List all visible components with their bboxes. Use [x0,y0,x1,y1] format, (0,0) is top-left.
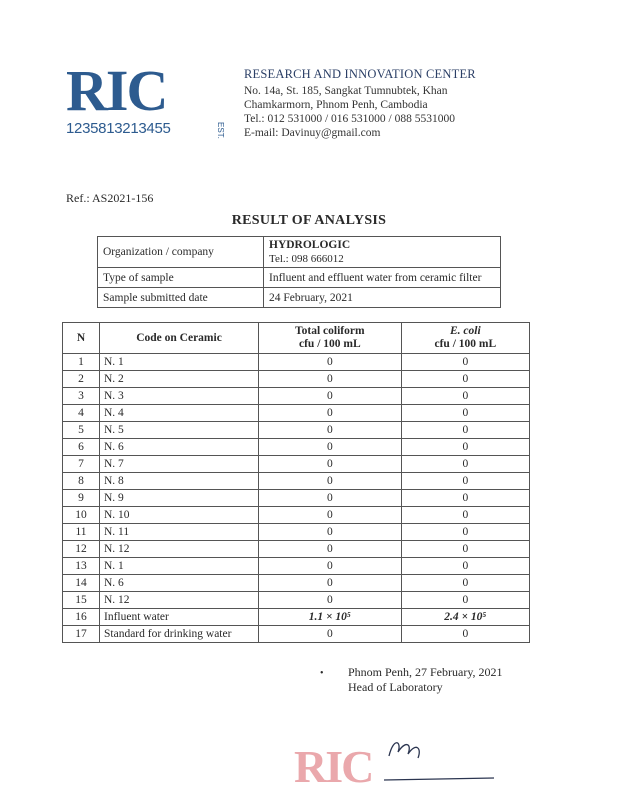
row-number: 4 [63,405,100,422]
org-block [244,67,564,140]
row-ecoli: 0 [401,422,529,439]
table-row [63,354,530,371]
table-row [63,388,530,405]
table-row [63,439,530,456]
stamp-mark: RIC [294,741,373,792]
table-row [63,609,530,626]
info-value: Influent and effluent water from ceramic filter [264,268,501,288]
row-ecoli: 0 [401,524,529,541]
info-table [97,236,501,308]
header-code: Code on Ceramic [100,323,259,354]
row-code: N. 3 [100,388,259,405]
row-total-coliform: 0 [259,405,402,422]
row-ecoli: 0 [401,575,529,592]
org-email: E-mail: Davinuy@gmail.com [244,127,381,139]
row-ecoli: 0 [401,490,529,507]
row-number: 6 [63,439,100,456]
row-total-coliform: 0 [259,456,402,473]
ric-logo [66,58,246,142]
logo-mark: RIC [66,58,167,123]
table-row [63,507,530,524]
row-code: N. 9 [100,490,259,507]
row-total-coliform: 0 [259,422,402,439]
table-row [63,422,530,439]
table-row [63,490,530,507]
row-ecoli: 0 [401,405,529,422]
header-n: N [63,323,100,354]
table-row [63,473,530,490]
table-row [63,626,530,643]
info-key: Organization / company [98,237,264,268]
row-ecoli: 0 [401,439,529,456]
row-code: N. 7 [100,456,259,473]
row-code: N. 4 [100,405,259,422]
table-row [63,405,530,422]
row-number: 15 [63,592,100,609]
row-ecoli: 0 [401,371,529,388]
row-total-coliform: 0 [259,354,402,371]
info-value [264,237,501,268]
row-code: N. 2 [100,371,259,388]
place-date: Phnom Penh, 27 February, 2021 [348,665,503,679]
row-ecoli: 0 [401,592,529,609]
results-table [62,322,530,643]
lab-stamp [294,728,504,798]
row-total-coliform: 0 [259,388,402,405]
row-total-coliform: 0 [259,626,402,643]
row-ecoli: 0 [401,541,529,558]
client-tel: Tel.: 098 666012 [269,253,344,265]
row-ecoli: 2.4 × 10⁵ [401,609,529,626]
table-row [63,592,530,609]
row-code: N. 1 [100,354,259,371]
row-ecoli: 0 [401,354,529,371]
row-number: 13 [63,558,100,575]
row-number: 7 [63,456,100,473]
row-total-coliform: 0 [259,371,402,388]
org-address-1: No. 14a, St. 185, Sangkat Tumnubtek, Khan [244,85,448,97]
table-row [63,456,530,473]
row-number: 14 [63,575,100,592]
signature-block [348,665,503,695]
row-ecoli: 0 [401,388,529,405]
reference-number: Ref.: AS2021-156 [66,191,154,205]
org-address-2: Chamkarmorn, Phnom Penh, Cambodia [244,99,428,111]
row-total-coliform: 0 [259,592,402,609]
signature-icon [294,728,504,798]
row-ecoli: 0 [401,507,529,524]
header-ecoli [401,323,529,354]
row-number: 9 [63,490,100,507]
row-total-coliform: 0 [259,524,402,541]
row-code: Influent water [100,609,259,626]
row-total-coliform: 0 [259,575,402,592]
header-total-coliform [259,323,402,354]
row-number: 8 [63,473,100,490]
info-row-date [98,288,501,308]
row-total-coliform: 0 [259,473,402,490]
info-value: 24 February, 2021 [264,288,501,308]
row-code: N. 6 [100,575,259,592]
org-name: RESEARCH AND INNOVATION CENTER [244,67,476,81]
header-tc-line2: cfu / 100 mL [298,338,361,350]
row-total-coliform: 1.1 × 10⁵ [259,609,402,626]
row-number: 1 [63,354,100,371]
row-total-coliform: 0 [259,541,402,558]
header-ec-line1: E. coli [449,325,481,337]
row-total-coliform: 0 [259,439,402,456]
table-row [63,575,530,592]
row-number: 12 [63,541,100,558]
row-total-coliform: 0 [259,490,402,507]
bullet-mark: • [320,668,324,679]
header-tc-line1: Total coliform [295,325,365,337]
results-header-row [63,323,530,354]
row-ecoli: 0 [401,456,529,473]
row-total-coliform: 0 [259,507,402,524]
row-code: Standard for drinking water [100,626,259,643]
row-number: 2 [63,371,100,388]
table-row [63,558,530,575]
row-code: N. 12 [100,541,259,558]
row-number: 16 [63,609,100,626]
row-ecoli: 0 [401,473,529,490]
client-name: HYDROLOGIC [269,239,351,251]
table-row [63,371,530,388]
row-code: N. 12 [100,592,259,609]
table-row [63,541,530,558]
row-code: N. 1 [100,558,259,575]
row-number: 11 [63,524,100,541]
row-code: N. 5 [100,422,259,439]
row-ecoli: 0 [401,558,529,575]
logo-phone: 1235813213455 [66,120,171,137]
row-number: 5 [63,422,100,439]
row-total-coliform: 0 [259,558,402,575]
row-code: N. 11 [100,524,259,541]
table-row [63,524,530,541]
row-number: 3 [63,388,100,405]
header-ec-line2: cfu / 100 mL [434,338,497,350]
row-code: N. 8 [100,473,259,490]
info-row-org [98,237,501,268]
info-key: Type of sample [98,268,264,288]
row-code: N. 10 [100,507,259,524]
org-tel: Tel.: 012 531000 / 016 531000 / 088 5531000 [244,113,455,125]
row-number: 17 [63,626,100,643]
signer-role: Head of Laboratory [348,680,443,694]
row-code: N. 6 [100,439,259,456]
info-key: Sample submitted date [98,288,264,308]
logo-est: EST. [216,122,225,139]
info-row-type [98,268,501,288]
page-title: RESULT OF ANALYSIS [231,213,387,228]
row-number: 10 [63,507,100,524]
row-ecoli: 0 [401,626,529,643]
